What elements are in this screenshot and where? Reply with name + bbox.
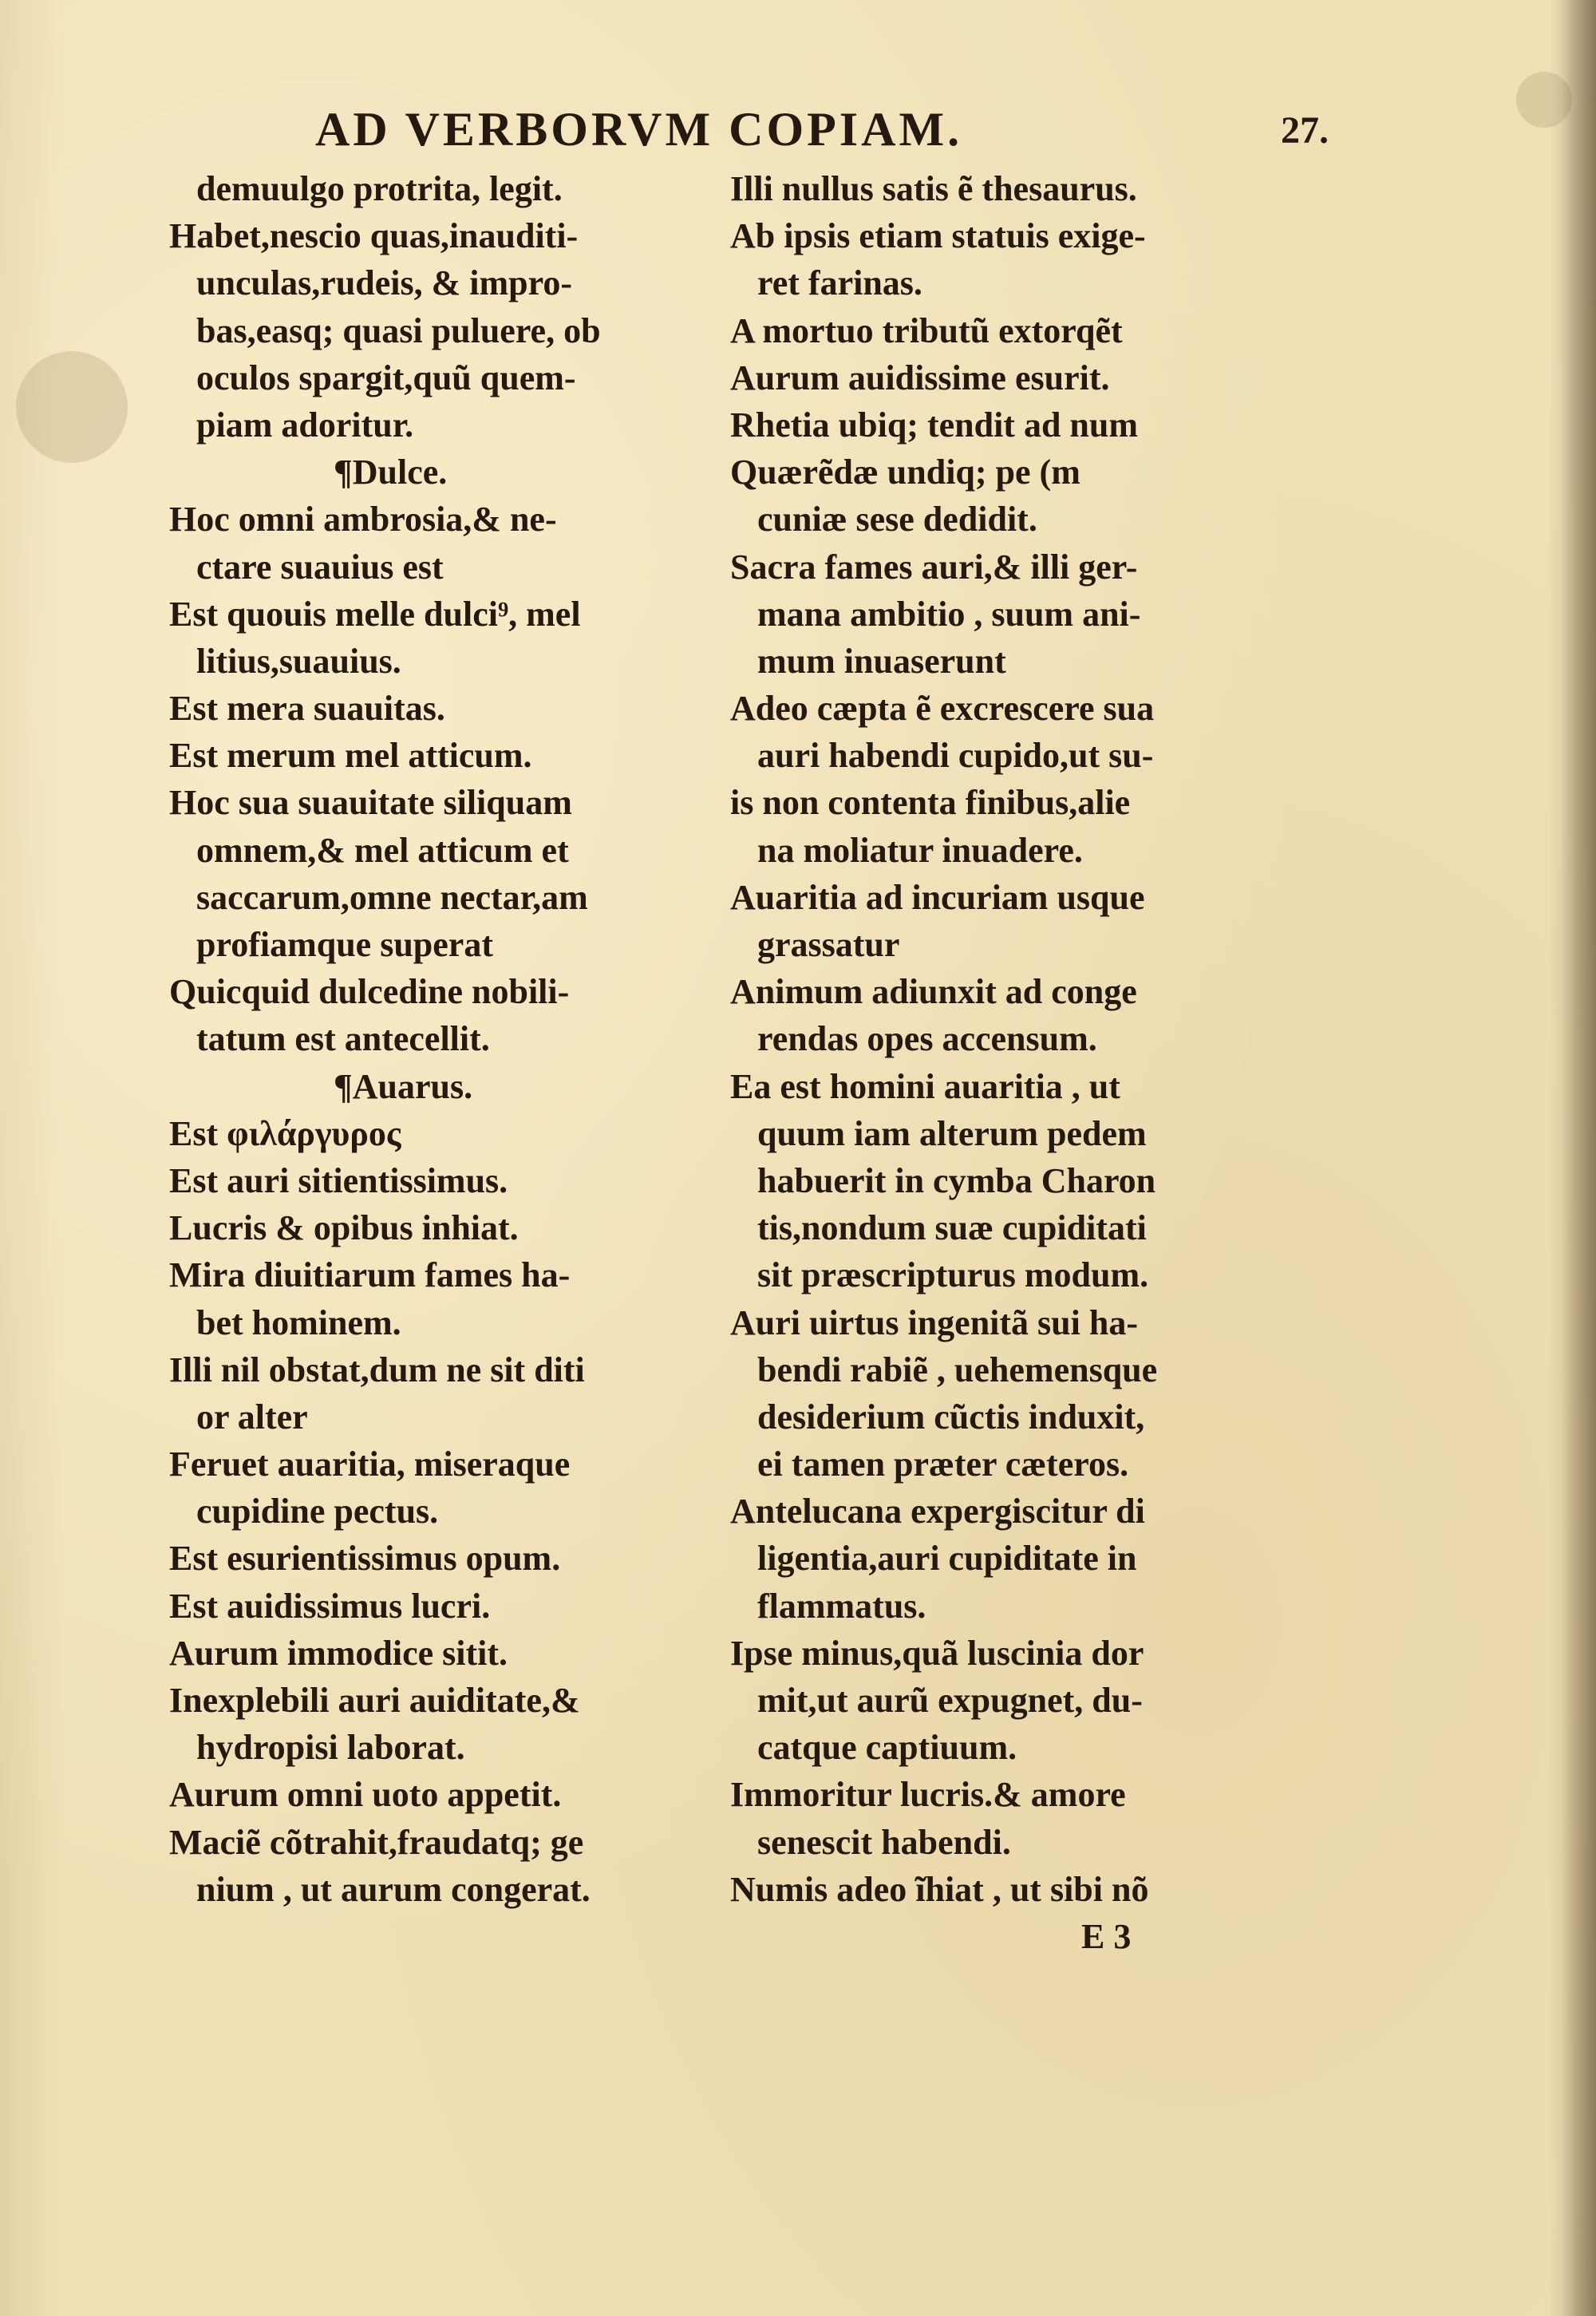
text-line: senescit habendi.: [757, 1822, 1011, 1862]
text-line: Aurum omni uoto appetit.: [169, 1775, 562, 1815]
text-line: mum inuaserunt: [757, 641, 1006, 681]
text-line: Illi nullus satis ẽ thesaurus.: [730, 169, 1137, 208]
page-gutter-shadow: [1561, 0, 1596, 2316]
text-line: Hoc sua suauitate siliquam: [169, 783, 572, 823]
text-line: Quærẽdæ undiq; pe (m: [730, 453, 1080, 492]
text-line: rendas opes accensum.: [757, 1019, 1097, 1059]
text-line: Maciẽ cõtrahit,fraudatq; ge: [169, 1822, 584, 1862]
text-line: piam adoritur.: [196, 405, 414, 445]
text-line: Immoritur lucris.& amore: [730, 1775, 1126, 1815]
text-line: Aurum auidissime esurit.: [730, 358, 1110, 397]
text-line: litius,suauius.: [196, 641, 401, 681]
text-line: unculas,rudeis, & impro-: [196, 263, 573, 303]
text-line: saccarum,omne nectar,am: [196, 877, 588, 917]
page-header: [315, 102, 1329, 166]
page-number: 27.: [1281, 109, 1329, 152]
text-line: Inexplebili auri auiditate,&: [169, 1681, 580, 1720]
text-line: tatum est antecellit.: [196, 1019, 490, 1059]
text-line: ctare suauius est: [196, 547, 444, 587]
text-line: Lucris & opibus inhiat.: [169, 1208, 519, 1248]
text-line: Antelucana expergiscitur di: [730, 1492, 1145, 1531]
text-line: ret farinas.: [757, 263, 922, 303]
text-line: Sacra fames auri,& illi ger-: [730, 547, 1138, 587]
running-head: AD VERBORVM COPIAM.: [315, 103, 963, 156]
text-line: Habet,nescio quas,inauditi-: [169, 216, 579, 256]
text-line: cupidine pectus.: [196, 1492, 439, 1531]
text-line: ei tamen præter cæteros.: [757, 1445, 1129, 1484]
text-line: is non contenta finibus,alie: [730, 783, 1131, 823]
text-line: Feruet auaritia, miseraque: [169, 1445, 571, 1484]
text-line: sit præscripturus modum.: [757, 1255, 1149, 1295]
text-line: or alter: [196, 1397, 308, 1437]
text-line: Est φιλάργυρος: [169, 1113, 401, 1153]
text-line: oculos spargit,quũ quem-: [196, 358, 576, 397]
right-column: [730, 165, 1337, 1960]
text-line: bet hominem.: [196, 1302, 401, 1342]
text-line: Est mera suauitas.: [169, 689, 445, 729]
text-line: Auaritia ad incuriam usque: [730, 877, 1145, 917]
text-line: Est auri sitientissimus.: [169, 1160, 508, 1200]
text-line: Ea est homini auaritia , ut: [730, 1066, 1120, 1106]
section-heading: ¶Auarus.: [334, 1066, 473, 1106]
text-line: Adeo cæpta ẽ excrescere sua: [730, 689, 1155, 729]
water-stain: [16, 351, 128, 463]
text-line: demuulgo protrita, legit.: [196, 169, 563, 208]
signature-mark: E 3: [1081, 1916, 1132, 1956]
text-line: bendi rabiẽ , uehemensque: [757, 1350, 1158, 1389]
text-line: Est merum mel atticum.: [169, 736, 532, 776]
text-line: Ipse minus,quã luscinia dor: [730, 1633, 1144, 1673]
text-line: desiderium cũctis induxit,: [757, 1397, 1145, 1437]
text-line: habuerit in cymba Charon: [757, 1160, 1156, 1200]
text-line: catque captiuum.: [757, 1728, 1017, 1768]
text-line: Animum adiunxit ad conge: [730, 972, 1137, 1012]
text-line: quum iam alterum pedem: [757, 1113, 1147, 1153]
text-line: Est quouis melle dulci⁹, mel: [169, 594, 581, 634]
text-line: Auri uirtus ingenitã sui ha-: [730, 1302, 1138, 1342]
text-line: auri habendi cupido,ut su-: [757, 736, 1154, 776]
text-line: Numis adeo ĩhiat , ut sibi nõ: [730, 1869, 1149, 1909]
text-line: bas,easq; quasi puluere, ob: [196, 310, 601, 350]
text-line: Illi nil obstat,dum ne sit diti: [169, 1350, 585, 1389]
left-column: [169, 165, 760, 1913]
text-line: profiamque superat: [196, 925, 493, 964]
text-line: Ab ipsis etiam statuis exige-: [730, 216, 1146, 256]
text-line: omnem,& mel atticum et: [196, 830, 569, 870]
text-line: flammatus.: [757, 1586, 926, 1626]
text-line: mit,ut aurũ expugnet, du-: [757, 1681, 1143, 1720]
text-line: mana ambitio , suum ani-: [757, 594, 1141, 634]
text-line: cuniæ sese dedidit.: [757, 500, 1037, 539]
text-line: Hoc omni ambrosia,& ne-: [169, 500, 557, 539]
text-line: Mira diuitiarum fames ha-: [169, 1255, 571, 1295]
text-line: ligentia,auri cupiditate in: [757, 1539, 1137, 1579]
text-line: Est esurientissimus opum.: [169, 1539, 561, 1579]
text-line: grassatur: [757, 925, 900, 964]
text-line: nium , ut aurum congerat.: [196, 1869, 591, 1909]
text-line: Rhetia ubiq; tendit ad num: [730, 405, 1139, 445]
section-heading: ¶Dulce.: [334, 453, 448, 492]
text-line: na moliatur inuadere.: [757, 830, 1083, 870]
text-line: hydropisi laborat.: [196, 1728, 465, 1768]
text-line: tis,nondum suæ cupiditati: [757, 1208, 1147, 1248]
text-line: Quicquid dulcedine nobili-: [169, 972, 570, 1012]
text-line: Aurum immodice sitit.: [169, 1633, 508, 1673]
text-line: Est auidissimus lucri.: [169, 1586, 491, 1626]
text-line: A mortuo tributũ extorqẽt: [730, 310, 1123, 350]
